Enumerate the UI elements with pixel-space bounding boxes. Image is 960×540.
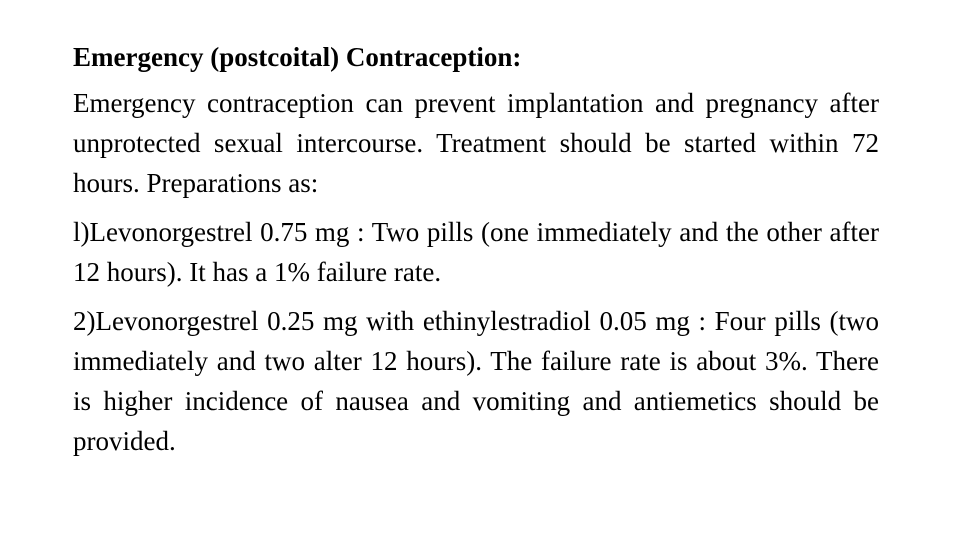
intro-paragraph: Emergency contraception can prevent implantation and pregnancy after unprotected sexual intercourse. Treatment should be started within 72 hours. Preparations as: [73,88,879,198]
slide-content [73,40,879,470]
preparation-item-1: l)Levonorgestrel 0.75 mg : Two pills (one immediately and the other after 12 hours). It has a 1% failure rate. [73,217,879,287]
preparation-item-2: 2)Levonorgestrel 0.25 mg with ethinylestradiol 0.05 mg : Four pills (two immediately and two alter 12 hours). The failure rate is about 3%. There is higher incidence of nausea and vomiting and antiemetics should be provided. [73,306,879,456]
slide-title: Emergency (postcoital) Contraception: [73,42,522,72]
